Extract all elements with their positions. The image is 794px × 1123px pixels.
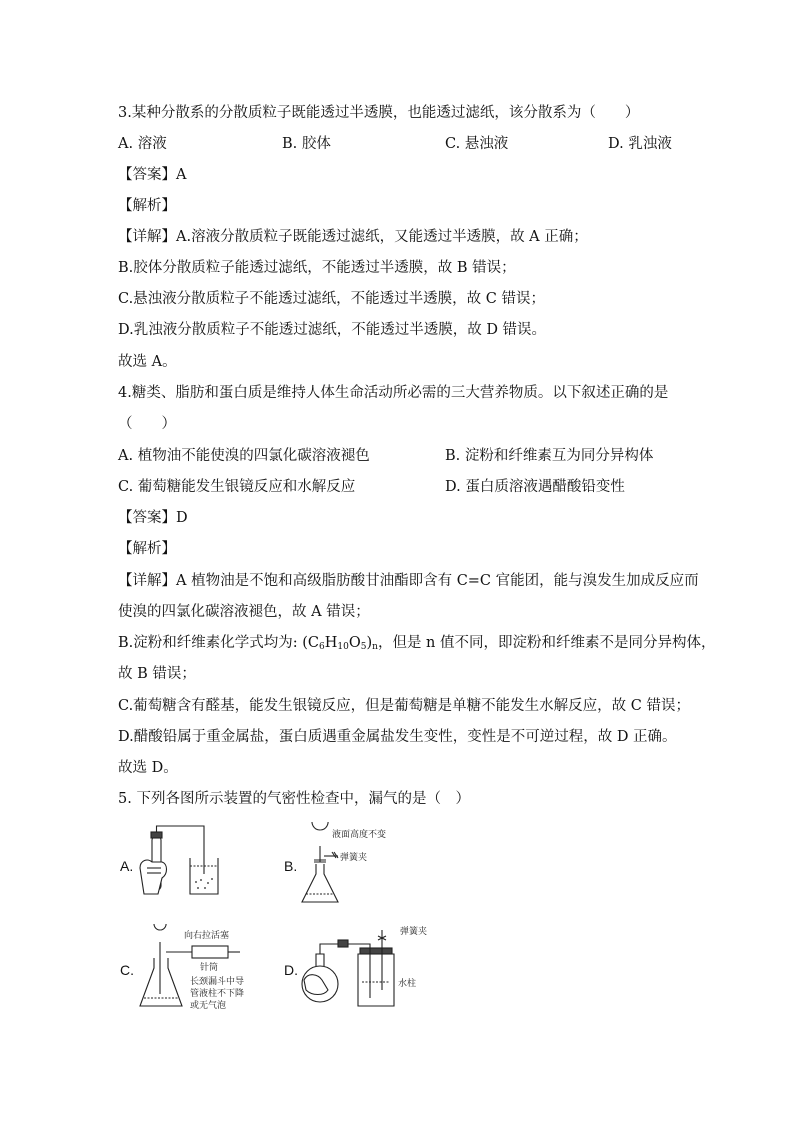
q3-explanation-a: 【详解】A.溶液分散质粒子既能透过滤纸，又能透过半透膜，故 A 正确；	[118, 229, 588, 245]
figure-a-apparatus	[138, 822, 238, 912]
hands	[304, 975, 328, 995]
q3-analysis-heading: 【解析】	[118, 198, 176, 214]
spring-clip	[332, 852, 338, 858]
formula-h-subscript: 10	[337, 642, 349, 652]
q4-option-b: B. 淀粉和纤维素互为同分异构体	[445, 448, 654, 464]
q4-explanation-a-line2: 使溴的四氯化碳溶液褪色，故 A 错误；	[118, 604, 370, 620]
fig-b-caption-level: 液面高度不变	[332, 830, 387, 840]
q4-explanation-b-line2: 故 B 错误；	[118, 666, 196, 682]
formula-o-subscript: 5	[360, 642, 367, 652]
q4-explanation-a-line1: 【详解】A 植物油是不饱和高级脂肪酸甘油酯即含有 C=C 官能团，能与溴发生加成反应而	[118, 573, 699, 589]
q4-answer: 【答案】D	[118, 510, 188, 526]
q4-stem-bracket: （ ）	[118, 416, 176, 432]
q3-explanation-c: C.悬浊液分散质粒子不能透过滤纸，不能透过半透膜，故 C 错误；	[118, 291, 545, 307]
formula-c-subscript: 6	[319, 642, 325, 652]
conical-flask	[140, 958, 182, 1006]
q3-option-a: A. 溶液	[118, 136, 167, 152]
formula-h: H	[324, 635, 338, 651]
q3-answer: 【答案】A	[118, 167, 187, 183]
fig-d-caption-water: 水柱	[398, 979, 417, 989]
q3-conclusion: 故选 A。	[118, 354, 177, 370]
q3-option-b: B. 胶体	[282, 136, 331, 152]
gas-bottle	[358, 954, 394, 1006]
q5-label-b: B.	[284, 858, 298, 874]
syringe	[192, 946, 228, 958]
q4-stem: 4.糖类、脂肪和蛋白质是维持人体生命活动所必需的三大营养物质。以下叙述正确的是	[118, 385, 669, 401]
fig-c-caption-pull: 向右拉活塞	[184, 931, 230, 941]
connecting-tube	[320, 944, 354, 954]
round-flask	[302, 966, 338, 1002]
q4-explanation-c: C.葡萄糖含有醛基，能发生银镜反应，但是葡萄糖是单糖不能发生水解反应，故 C 错误；	[118, 698, 690, 714]
long-neck-funnel	[154, 924, 166, 930]
q5-label-c: C.	[120, 962, 134, 978]
q3-explanation-d: D.乳浊液分散质粒子不能透过滤纸，不能透过半透膜，故 D 错误。	[118, 322, 547, 338]
q4-analysis-heading: 【解析】	[118, 541, 176, 557]
q5-label-a: A.	[120, 858, 134, 874]
q4-option-a: A. 植物油不能使溴的四氯化碳溶液褪色	[118, 448, 370, 464]
formula-o: O	[348, 635, 361, 651]
fig-c-caption-1: 长颈漏斗中导	[190, 977, 245, 987]
q3-explanation-b: B.胶体分散质粒子能透过滤纸，不能透过半透膜，故 B 错误；	[118, 260, 516, 276]
q4-explanation-b-formula	[118, 634, 716, 656]
fig-d-caption-clip: 弹簧夹	[400, 927, 428, 937]
conical-flask	[302, 864, 338, 902]
funnel-bulb	[312, 822, 328, 830]
hand	[140, 860, 167, 894]
formula-suffix: ，但是 n 值不同，即淀粉和纤维素不是同分异构体，	[377, 635, 716, 651]
figure-c-apparatus	[136, 924, 276, 1016]
q3-option-d: D. 乳浊液	[608, 136, 672, 152]
fig-c-caption-2: 管液柱不下降	[190, 989, 245, 999]
figure-d-apparatus	[298, 924, 468, 1016]
formula-prefix: B.淀粉和纤维素化学式均为: (C	[118, 635, 320, 651]
q3-option-c: C. 悬浊液	[445, 136, 509, 152]
formula-close: )	[366, 635, 373, 651]
figure-b-apparatus	[300, 822, 410, 912]
fig-b-caption-clip: 弹簧夹	[340, 853, 368, 863]
fig-c-caption-syringe: 针筒	[200, 963, 219, 973]
q4-option-c: C. 葡萄糖能发生银镜反应和水解反应	[118, 479, 356, 495]
q5-stem: 5. 下列各图所示装置的气密性检查中，漏气的是（ ）	[118, 791, 470, 807]
q5-label-d: D.	[284, 962, 298, 978]
q4-explanation-d: D.醋酸铅属于重金属盐，蛋白质遇重金属盐发生变性，变性是不可逆过程，故 D 正确。	[118, 729, 677, 745]
fig-c-caption-3: 或无气泡	[190, 1001, 227, 1011]
q3-stem: 3.某种分散系的分散质粒子既能透过半透膜，也能透过滤纸，该分散系为（ ）	[118, 105, 640, 121]
formula-n-subscript: n	[372, 642, 378, 652]
stopper	[151, 832, 162, 838]
q4-option-d: D. 蛋白质溶液遇醋酸铅变性	[445, 479, 625, 495]
q4-conclusion: 故选 D。	[118, 760, 178, 776]
